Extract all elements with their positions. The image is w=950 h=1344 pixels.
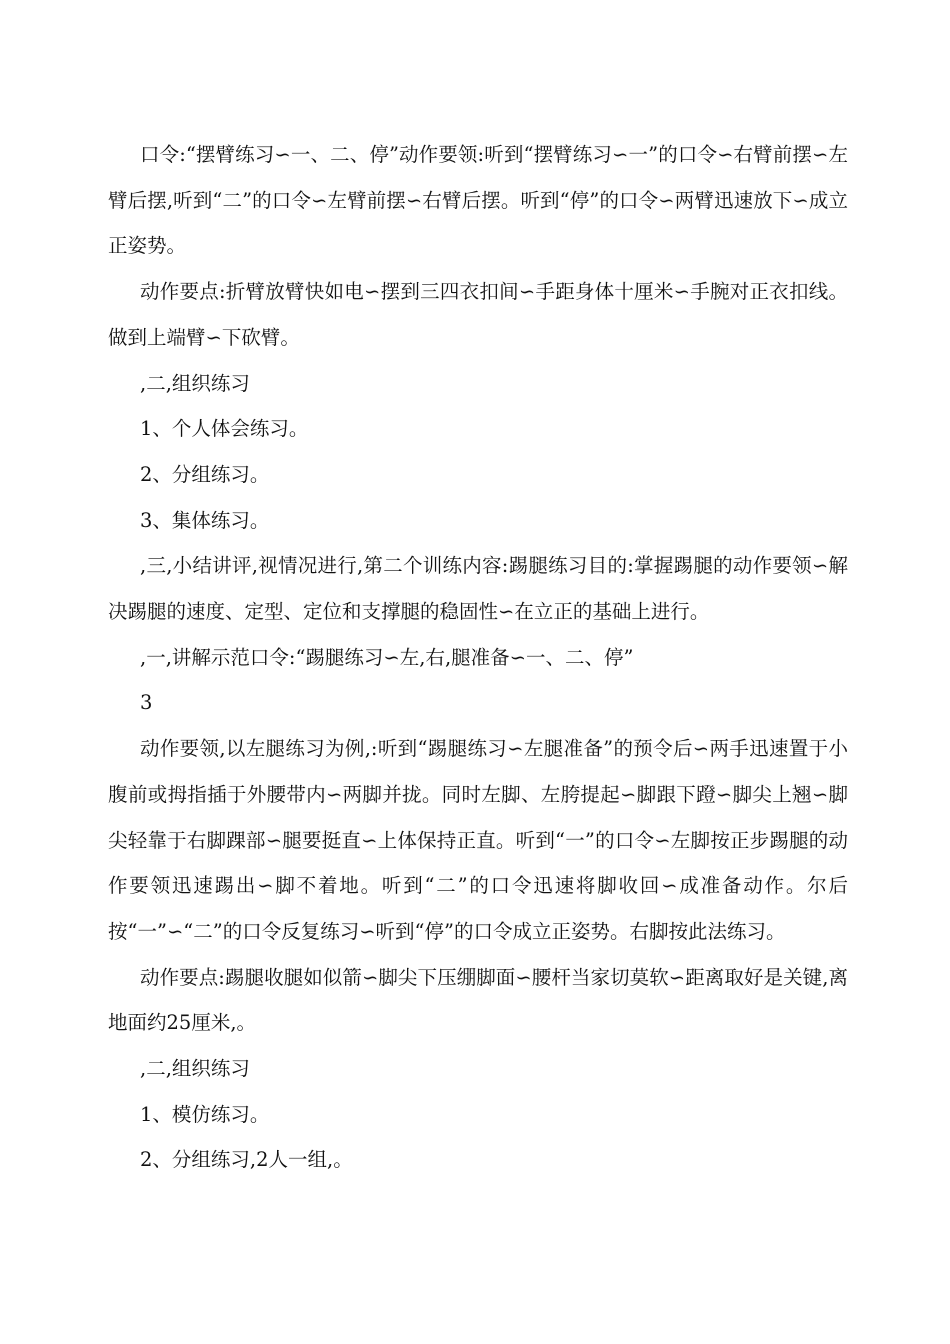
list-item-imitation-practice: 1、模仿练习。 (140, 1102, 270, 1126)
document-body (108, 132, 848, 1183)
section-heading-kick-demonstration: ,一,讲解示范口令:“踢腿练习∽左,右,腿准备∽一、二、停” (140, 645, 634, 669)
list-item-pair-practice: 2、分组练习,2人一组,。 (140, 1148, 353, 1172)
section-heading-organize-practice: ,二,组织练习 (140, 371, 250, 395)
list-item-group-practice: 2、分组练习。 (140, 462, 270, 486)
paragraph-arm-swing-key-points: 动作要点:折臂放臂快如电∽摆到三四衣扣间∽手距身体十厘米∽手腕对正衣扣线。做到上端臂∽下砍臂。 (108, 280, 848, 349)
paragraph-summary-and-kick-training: ,三,小结讲评,视情况进行,第二个训练内容:踢腿练习目的:掌握踢腿的动作要领∽解决踢腿的速度、定型、定位和支撑腿的稳固性∽在立正的基础上进行。 (108, 554, 848, 624)
section-heading-organize-practice-2: ,二,组织练习 (140, 1057, 250, 1081)
list-item-collective-practice: 3、集体练习。 (140, 508, 270, 532)
paragraph-arm-swing-command: 口令:“摆臂练习∽一、二、停”动作要领:听到“摆臂练习∽一”的口令∽右臂前摆∽左臂后摆,听到“二”的口令∽左臂前摆∽右臂后摆。听到“停”的口令∽两臂迅速放下∽成立正姿势。 (108, 143, 848, 258)
list-item-individual-practice: 1、个人体会练习。 (140, 417, 309, 441)
paragraph-kick-essentials: 动作要领,以左腿练习为例,:听到“踢腿练习∽左腿准备”的预令后∽两手迅速置于小腹前或拇指插于外腰带内∽两脚并拢。同时左脚、左胯提起∽脚跟下蹬∽脚尖上翘∽脚尖轻靠于右脚踝部∽腿要挺直∽上体保持正直。听到“一”的口令∽左脚按正步踢腿的动作要领迅速踢出∽脚不着地。听到“二”的口令迅速将脚收回∽成准备动作。尔后按“一”∽“二”的口令反复练习∽听到“停”的口令成立正姿势。右脚按此法练习。 (108, 737, 848, 943)
paragraph-kick-key-points: 动作要点:踢腿收腿如似箭∽脚尖下压绷脚面∽腰杆当家切莫软∽距离取好是关键,离地面约25厘米,。 (108, 965, 848, 1035)
page-number: 3 (140, 691, 153, 715)
